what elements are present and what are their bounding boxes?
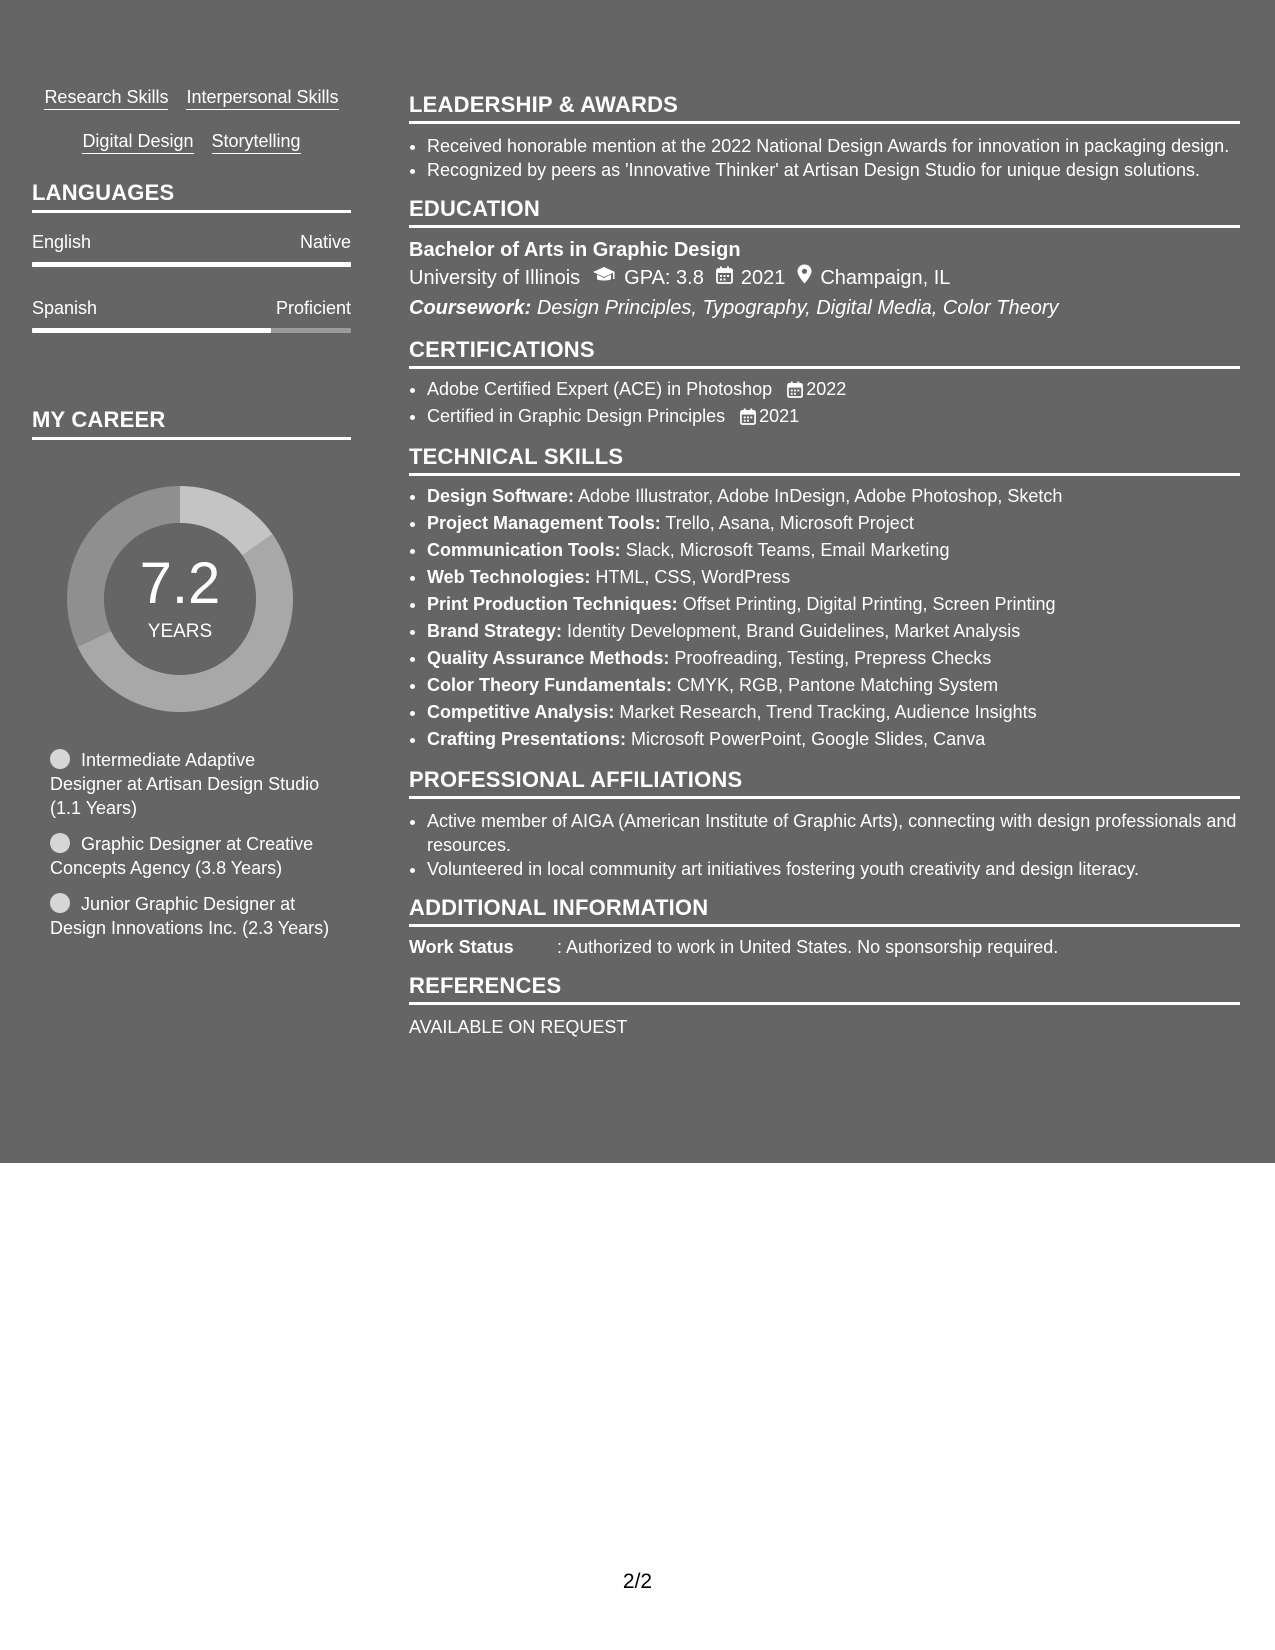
language-proficiency-fill [32,262,351,267]
skill-item: • Design Software: Adobe Illustrator, Adobe InDesign, Adobe Photoshop, Sketch [427,483,1240,510]
list-item: • Active member of AIGA (American Institute of Graphic Arts), connecting with design professionals and resources. [427,809,1240,857]
language-item [32,231,351,267]
section-heading: REFERENCES [409,973,1240,1005]
coursework: Coursework: Design Principles, Typography, Digital Media, Color Theory [409,297,1059,319]
bullet-dot-icon [50,749,70,769]
main-content [409,92,1240,1053]
school-location: Champaign, IL [820,267,951,289]
page-number: 2/2 [622,1570,653,1593]
skill-item: • Quality Assurance Methods: Proofreading, Testing, Prepress Checks [427,645,1240,672]
language-item [32,297,351,333]
career-item: Intermediate Adaptive Designer at Artisan Design Studio (1.1 Years) [50,750,320,818]
career-total-unit: YEARS [147,621,213,642]
skill-item: • Communication Tools: Slack, Microsoft Teams, Email Marketing [427,537,1240,564]
certification-item: • Certified in Graphic Design Principles 2021 [427,403,1240,430]
leadership-section [409,92,1240,182]
language-name: English [32,232,92,252]
list-item: • Volunteered in local community art initiatives fostering youth creativity and design literacy. [427,857,1240,881]
certifications-section [409,337,1240,430]
references-text: AVAILABLE ON REQUEST [409,1017,628,1037]
map-pin-icon [797,263,812,293]
education-section [409,196,1240,323]
calendar-icon [787,381,803,398]
language-proficiency-bar [32,262,351,267]
section-heading: PROFESSIONAL AFFILIATIONS [409,767,1240,799]
skill-tag: Storytelling [212,130,301,154]
career-donut-chart [65,484,295,714]
affiliations-section [409,767,1240,881]
section-heading: EDUCATION [409,196,1240,228]
certification-year: 2022 [806,379,847,399]
skills-row [32,130,351,154]
references-section [409,973,1240,1039]
bullet-dot-icon [50,893,70,913]
bullet-dot-icon [50,833,70,853]
education-details [409,263,1240,293]
certification-item: • Adobe Certified Expert (ACE) in Photoshop 2022 [427,376,1240,403]
graduation-cap-icon [592,263,616,293]
career-item: Junior Graphic Designer at Design Innovations Inc. (2.3 Years) [50,894,330,938]
calendar-icon [716,263,733,293]
skill-tag: Digital Design [82,130,193,154]
skill-item: • Web Technologies: HTML, CSS, WordPress [427,564,1240,591]
skills-row [32,86,351,110]
career-heading: MY CAREER [32,407,351,440]
language-name: Spanish [32,298,98,318]
section-heading: LEADERSHIP & AWARDS [409,92,1240,124]
language-level: Proficient [275,298,351,318]
language-proficiency-fill [32,328,271,333]
section-heading: TECHNICAL SKILLS [409,444,1240,476]
skill-item: • Competitive Analysis: Market Research, Trend Tracking, Audience Insights [427,699,1240,726]
calendar-icon [740,408,756,425]
career-total-years: 7.2 [139,551,221,616]
additional-info-section [409,895,1240,959]
work-status-label: Work Status [409,937,514,957]
graduation-year: 2021 [740,267,786,289]
languages-heading: LANGUAGES [32,180,351,213]
skill-item: • Project Management Tools: Trello, Asana, Microsoft Project [427,510,1240,537]
technical-skills-section [409,444,1240,753]
list-item: • Recognized by peers as 'Innovative Thinker' at Artisan Design Studio for unique design solutions. [427,158,1240,182]
skill-tag: Research Skills [44,86,168,110]
school-name: University of Illinois [409,267,581,289]
degree-title: Bachelor of Arts in Graphic Design [409,239,741,261]
section-heading: ADDITIONAL INFORMATION [409,895,1240,927]
skill-item: • Print Production Techniques: Offset Printing, Digital Printing, Screen Printing [427,591,1240,618]
work-status-row [409,935,1240,959]
gpa: GPA: 3.8 [624,267,704,289]
sidebar [32,86,351,952]
skill-item: • Color Theory Fundamentals: CMYK, RGB, Pantone Matching System [427,672,1240,699]
skill-item: • Crafting Presentations: Microsoft PowerPoint, Google Slides, Canva [427,726,1240,753]
language-level: Native [299,232,351,252]
certification-year: 2021 [759,406,800,426]
section-heading: CERTIFICATIONS [409,337,1240,369]
skill-tag: Interpersonal Skills [186,86,338,110]
list-item: • Received honorable mention at the 2022 National Design Awards for innovation in packaging design. [427,134,1240,158]
work-status-value: : Authorized to work in United States. No sponsorship required. [557,937,1059,957]
language-proficiency-bar [32,328,351,333]
skill-item: • Brand Strategy: Identity Development, Brand Guidelines, Market Analysis [427,618,1240,645]
career-item: Graphic Designer at Creative Concepts Agency (3.8 Years) [50,834,314,878]
career-list [50,748,330,940]
